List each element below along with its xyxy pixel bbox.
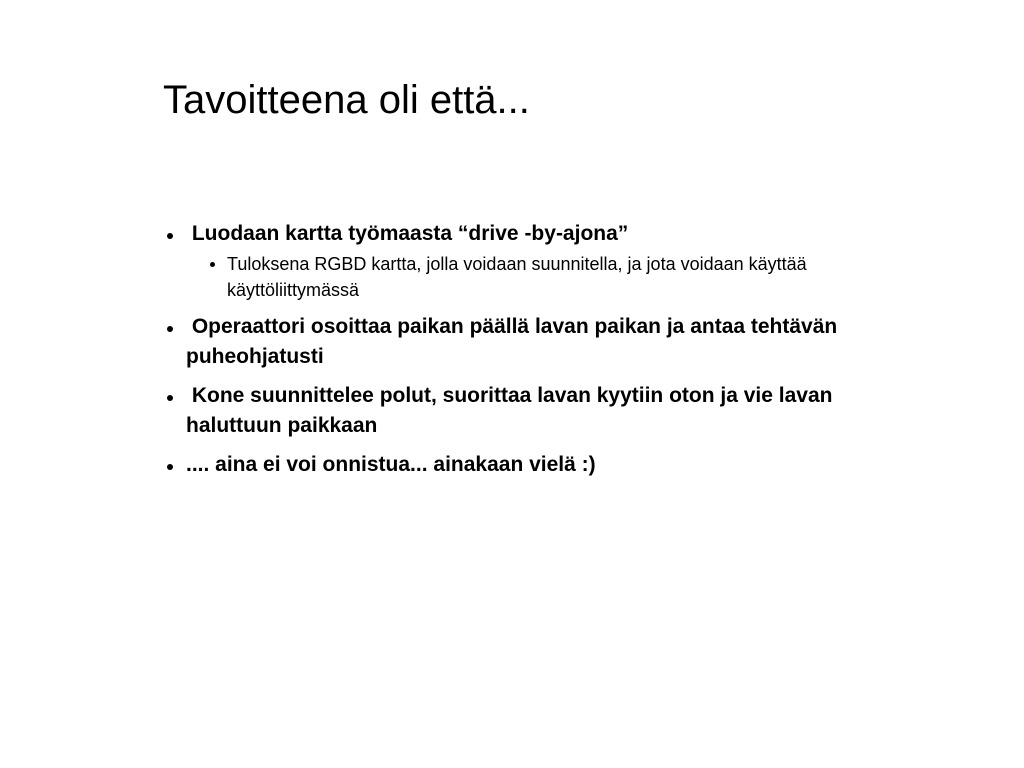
bullet-dot-icon — [167, 395, 173, 401]
bullet-item-onnistua — [163, 450, 923, 480]
bullet-text: Kone suunnittelee polut, suorittaa lavan kyytiin oton ja vie lavan haluttuun paikkaan — [186, 384, 839, 437]
bullet-text: Operaattori osoittaa paikan päällä lavan paikan ja antaa tehtävän puheohjatusti — [186, 315, 844, 368]
bullet-text: .... aina ei voi onnistua... ainakaan vielä :) — [186, 453, 596, 476]
bullet-dot-icon — [167, 326, 173, 332]
bullet-text: Luodaan kartta työmaasta “drive -by-ajona” — [186, 222, 629, 245]
slide-title: Tavoitteena oli että... — [163, 78, 530, 122]
bullet-item-kartta — [163, 219, 923, 303]
bullet-dot-icon — [167, 464, 173, 470]
bullet-dot-icon — [167, 233, 173, 239]
bullet-list — [163, 219, 923, 489]
bullet-item-operaattori — [163, 312, 923, 372]
sub-bullet-dot-icon — [210, 262, 215, 267]
bullet-item-kone — [163, 381, 923, 441]
sub-bullet-list — [186, 251, 923, 303]
sub-bullet-text: Tuloksena RGBD kartta, jolla voidaan suunnitella, ja jota voidaan käyttää käyttöliittymässä — [227, 254, 807, 300]
sub-bullet-item-rgbd — [186, 251, 917, 303]
